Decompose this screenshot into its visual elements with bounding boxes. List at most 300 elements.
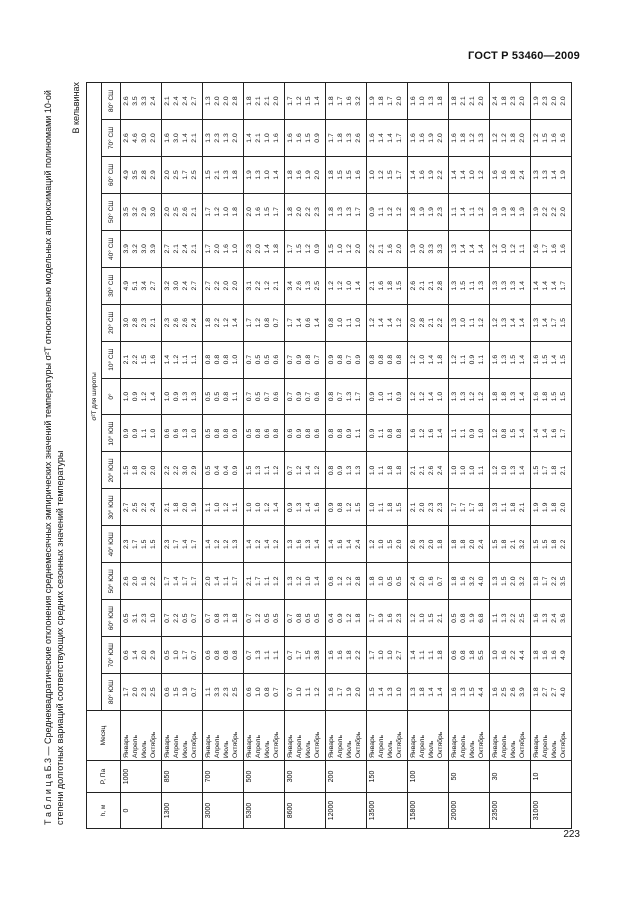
cell-sigma-values [285,230,326,267]
sigma-value: 1.1 [501,502,509,513]
sigma-value: 1.1 [264,576,271,586]
sigma-value: 1.7 [287,96,295,106]
sigma-value: 1.3 [305,281,312,291]
sigma-value: 3.2 [518,576,526,586]
rotated-table-page [42,82,598,829]
sigma-value: 1.8 [231,207,239,217]
sigma-value: 1.0 [190,428,198,439]
sigma-value: 2.9 [149,170,157,180]
sigma-value: 0.7 [313,354,321,365]
sigma-value: 0.9 [296,354,304,365]
sigma-value: 0.6 [246,687,254,697]
sigma-value: 4.0 [559,687,567,697]
sigma-value: 1.0 [255,687,263,697]
sigma-value: 2.3 [436,207,444,217]
sigma-value: 1.2 [419,391,427,402]
cell-sigma-values [326,637,367,674]
sigma-value: 2.3 [542,96,550,106]
cell-sigma-values [408,378,449,415]
sigma-value: 2.1 [428,281,435,291]
cell-sigma-values [121,120,162,157]
sigma-value: 1.9 [410,244,418,254]
cell-height: 15800 [408,793,449,829]
sigma-value: 1.2 [337,576,345,586]
sigma-value: 1.1 [354,428,362,439]
sigma-value: 3.2 [518,539,526,550]
sigma-value: 0.8 [460,613,468,623]
sigma-value: 1.7 [542,576,550,586]
cell-sigma-values [162,526,203,563]
sigma-value: 1.1 [428,650,435,660]
sigma-value: 2.0 [510,576,517,586]
sigma-value: 1.4 [542,281,550,291]
sigma-value: 1.3 [182,428,189,439]
sigma-value: 1.0 [369,502,377,513]
sigma-value: 1.7 [542,465,550,476]
sigma-value: 1.1 [387,391,394,402]
cell-sigma-values [121,267,162,304]
sigma-value: 1.0 [369,465,377,476]
sigma-value: 1.3 [501,281,509,291]
sigma-value: 1.2 [223,539,230,550]
month-label: Июль [305,740,312,758]
sigma-value: 1.7 [460,502,468,513]
sigma-value: 1.2 [255,317,263,328]
sigma-value: 1.4 [451,170,459,180]
sigma-value: 3.3 [436,244,444,254]
sigma-value: 0.9 [469,428,476,439]
sigma-value: 0.5 [313,613,321,623]
sigma-value: 2.3 [164,539,172,550]
sigma-value: 1.2 [337,281,345,291]
sigma-value: 1.8 [231,613,239,623]
sigma-value: 1.8 [132,465,140,476]
cell-sigma-values [449,674,490,711]
sigma-value: 1.5 [205,170,213,180]
sigma-value: 1.2 [378,170,386,180]
cell-height: 3000 [203,793,244,829]
sigma-value: 1.4 [205,539,213,550]
sigma-value: 1.0 [451,465,459,476]
sigma-value: 2.7 [205,281,213,291]
sigma-value: 2.0 [214,96,222,106]
sigma-value: 1.8 [451,539,459,550]
sigma-value: 1.8 [436,354,444,365]
cell-sigma-values [531,341,572,378]
sigma-value: 0.8 [214,650,222,660]
sigma-value: 1.0 [369,170,377,180]
cell-sigma-values [244,156,285,193]
sigma-value: 1.2 [492,465,500,476]
sigma-value: 0.8 [337,354,345,365]
sigma-value: 1.3 [451,281,459,291]
month-label: Июль [428,740,435,758]
sigma-value: 0.9 [328,502,336,513]
sigma-value: 1.3 [255,170,263,180]
sigma-value: 1.1 [182,354,189,365]
sigma-value: 1.4 [378,687,386,697]
cell-sigma-values [490,526,531,563]
sigma-value: 2.0 [141,650,148,660]
table-row [244,83,285,829]
sigma-value: 1.3 [510,391,517,402]
sigma-value: 1.0 [305,576,312,586]
sigma-value: 2.0 [132,687,140,697]
sigma-value: 2.8 [231,96,239,106]
sigma-value: 0.6 [205,650,213,660]
cell-sigma-values [449,637,490,674]
sigma-value: 2.1 [559,465,567,476]
sigma-value: 1.6 [428,576,435,586]
cell-months [490,711,531,761]
sigma-value: 2.0 [313,170,321,180]
sigma-value: 1.4 [378,133,386,143]
sigma-value: 1.4 [313,317,321,328]
sigma-value: 2.6 [123,133,131,143]
sigma-value: 1.3 [492,576,500,586]
sigma-value: 1.0 [469,465,476,476]
sigma-value: 1.6 [296,170,304,180]
sigma-value: 0.5 [255,391,263,402]
cell-sigma-values [162,304,203,341]
sigma-value: 1.7 [542,244,550,254]
sigma-value: 1.1 [231,391,239,402]
sigma-value: 2.0 [182,502,189,513]
sigma-value: 1.7 [369,613,377,623]
sigma-value: 0.8 [305,354,312,365]
sigma-value: 1.1 [141,428,148,439]
sigma-value: 5.5 [477,650,485,660]
sigma-value: 0.6 [164,428,172,439]
sigma-value: 4.4 [518,650,526,660]
month-label: Апрель [337,734,345,758]
cell-months [531,711,572,761]
sigma-value: 2.0 [132,576,140,586]
sigma-value: 1.8 [460,133,468,143]
table-row [121,83,162,829]
sigma-value: 2.2 [436,170,444,180]
sigma-value: 3.3 [141,96,148,106]
sigma-value: 3.0 [173,133,181,143]
sigma-value: 0.6 [164,687,172,697]
sigma-value: 1.4 [510,317,517,328]
sigma-value: 1.2 [387,207,394,217]
sigma-value: 2.3 [313,207,321,217]
sigma-value: 2.2 [542,207,550,217]
cell-sigma-values [285,452,326,489]
cell-height: 23500 [490,793,531,829]
sigma-value: 2.2 [436,317,444,328]
cell-months [408,711,449,761]
sigma-value: 2.8 [419,317,427,328]
cell-sigma-values [203,378,244,415]
sigma-value: 1.7 [559,281,567,291]
cell-sigma-values [162,378,203,415]
sigma-value: 0.7 [346,354,353,365]
cell-sigma-values [490,193,531,230]
sigma-value: 1.7 [246,317,254,328]
sigma-value: 1.2 [469,391,476,402]
sigma-value: 1.3 [410,687,418,697]
month-label: Июль [469,740,476,758]
sigma-value: 1.8 [246,96,254,106]
sigma-value: 1.4 [551,170,558,180]
cell-sigma-values [121,674,162,711]
sigma-value: 1.4 [436,687,444,697]
cell-sigma-values [203,120,244,157]
sigma-value: 0.9 [231,465,239,476]
sigma-value: 1.3 [190,391,198,402]
sigma-value: 1.0 [492,650,500,660]
sigma-value: 2.3 [419,539,427,550]
cell-sigma-values [490,452,531,489]
cell-sigma-values [285,674,326,711]
sigma-value: 1.8 [436,650,444,660]
sigma-value: 1.4 [246,539,254,550]
sigma-value: 1.8 [287,207,295,217]
cell-sigma-values [203,341,244,378]
sigma-value: 2.0 [559,96,567,106]
sigma-value: 0.7 [205,613,213,623]
col-header-latitude: 70° ЮШ [102,637,121,674]
cell-sigma-values [162,415,203,452]
sigma-value: 1.3 [477,133,485,143]
col-header-latitude: 50° ЮШ [102,563,121,600]
sigma-value: 1.8 [436,96,444,106]
month-label: Июль [551,740,558,758]
sigma-value: 1.2 [469,133,476,143]
sigma-value: 2.7 [551,687,558,697]
sigma-value: 0.7 [287,391,295,402]
sigma-value: 1.4 [354,281,362,291]
sigma-value: 1.2 [272,539,280,550]
sigma-value: 3.2 [354,96,362,106]
sigma-value: 1.2 [477,170,485,180]
sigma-value: 1.6 [542,650,550,660]
cell-sigma-values [531,526,572,563]
month-label: Октябрь [477,731,485,758]
sigma-value: 1.6 [296,133,304,143]
sigma-value: 1.4 [173,576,181,586]
month-label: Январь [287,734,295,758]
sigma-value: 1.7 [559,428,567,439]
sigma-value: 2.6 [123,576,131,586]
sigma-value: 1.8 [387,465,394,476]
sigma-value: 0.5 [305,613,312,623]
sigma-value: 1.2 [346,502,353,513]
sigma-value: 1.3 [223,170,230,180]
cell-pressure: 700 [203,761,244,793]
cell-sigma-values [326,563,367,600]
sigma-value: 2.0 [255,244,263,254]
cell-sigma-values [121,489,162,526]
sigma-value: 1.4 [328,539,336,550]
sigma-value: 1.8 [551,465,558,476]
sigma-value: 2.2 [369,244,377,254]
sigma-value: 1.4 [378,317,386,328]
sigma-value: 1.0 [264,133,271,143]
sigma-value: 1.9 [419,207,427,217]
cell-sigma-values [121,526,162,563]
sigma-value: 0.7 [190,613,198,623]
sigma-value: 1.6 [492,170,500,180]
cell-sigma-values [121,304,162,341]
sigma-value: 1.6 [559,244,567,254]
cell-sigma-values [162,563,203,600]
sigma-value: 1.5 [141,539,148,550]
cell-sigma-values [121,156,162,193]
sigma-value: 2.0 [559,207,567,217]
sigma-value: 1.3 [346,465,353,476]
sigma-value: 1.6 [296,539,304,550]
sigma-value: 2.4 [190,317,198,328]
cell-sigma-values [490,489,531,526]
cell-sigma-values [244,230,285,267]
col-header-latitude: 20° СШ [102,304,121,341]
data-table [86,82,572,829]
cell-sigma-values [531,267,572,304]
sigma-value: 1.1 [460,354,468,365]
cell-pressure: 10 [531,761,572,793]
cell-sigma-values [203,230,244,267]
sigma-value: 0.5 [264,613,271,623]
sigma-value: 0.6 [264,428,271,439]
sigma-value: 1.8 [451,96,459,106]
sigma-value: 1.4 [542,428,550,439]
sigma-value: 2.0 [428,539,435,550]
sigma-value: 1.3 [346,207,353,217]
sigma-value: 1.5 [542,133,550,143]
sigma-value: 1.9 [190,502,198,513]
sigma-value: 1.4 [518,391,526,402]
month-label: Апрель [296,734,304,758]
sigma-value: 2.3 [436,502,444,513]
cell-sigma-values [531,83,572,120]
sigma-value: 0.5 [255,354,263,365]
cell-pressure: 1000 [121,761,162,793]
sigma-value: 1.0 [477,428,485,439]
units-note: В кельвинах [71,82,81,134]
sigma-value: 1.3 [533,317,541,328]
sigma-value: 0.6 [272,391,280,402]
sigma-value: 1.6 [378,281,386,291]
sigma-value: 1.2 [395,317,403,328]
cell-sigma-values [121,600,162,637]
sigma-value: 2.6 [173,317,181,328]
sigma-value: 2.1 [428,317,435,328]
sigma-value: 2.0 [149,133,157,143]
sigma-value: 0.9 [346,428,353,439]
cell-sigma-values [326,230,367,267]
sigma-value: 1.2 [533,133,541,143]
cell-sigma-values [531,563,572,600]
sigma-value: 1.1 [346,317,353,328]
sigma-value: 2.0 [419,576,427,586]
sigma-value: 1.0 [387,650,394,660]
col-header-latitude: 10° СШ [102,341,121,378]
cell-sigma-values [203,637,244,674]
cell-sigma-values [162,83,203,120]
sigma-value: 0.9 [123,428,131,439]
cell-sigma-values [203,415,244,452]
sigma-value: 1.5 [510,428,517,439]
cell-sigma-values [121,452,162,489]
col-header-month: Месяц [87,711,121,761]
sigma-value: 1.8 [501,391,509,402]
sigma-value: 3.0 [173,281,181,291]
cell-sigma-values [162,489,203,526]
sigma-value: 1.2 [477,207,485,217]
sigma-value: 1.9 [469,613,476,623]
sigma-value: 1.4 [436,428,444,439]
cell-sigma-values [490,156,531,193]
sigma-value: 1.3 [533,170,541,180]
sigma-value: 1.7 [255,576,263,586]
cell-sigma-values [121,230,162,267]
cell-sigma-values [203,600,244,637]
table-row [490,83,531,829]
sigma-value: 2.1 [164,96,172,106]
cell-sigma-values [490,600,531,637]
sigma-value: 1.1 [378,502,386,513]
cell-sigma-values [490,674,531,711]
sigma-value: 1.3 [542,170,550,180]
sigma-value: 1.5 [149,539,157,550]
cell-pressure: 500 [244,761,285,793]
sigma-value: 1.4 [428,391,435,402]
sigma-value: 0.6 [123,650,131,660]
sigma-value: 1.3 [492,281,500,291]
sigma-value: 1.8 [501,96,509,106]
sigma-value: 1.3 [223,613,230,623]
sigma-value: 0.5 [264,354,271,365]
cell-sigma-values [367,637,408,674]
sigma-value: 3.0 [141,133,148,143]
sigma-value: 1.0 [337,317,345,328]
sigma-value: 0.5 [272,613,280,623]
sigma-value: 1.0 [378,539,386,550]
month-label: Апрель [378,734,386,758]
sigma-value: 1.4 [410,650,418,660]
sigma-value: 1.1 [378,428,386,439]
sigma-value: 0.9 [337,465,345,476]
sigma-value: 3.2 [164,281,172,291]
cell-sigma-values [408,600,449,637]
sigma-value: 0.6 [272,354,280,365]
sigma-value: 1.4 [542,317,550,328]
cell-sigma-values [449,230,490,267]
cell-sigma-values [203,304,244,341]
sigma-value: 0.7 [287,687,295,697]
sigma-value: 1.6 [551,428,558,439]
sigma-value: 1.1 [305,687,312,697]
cell-sigma-values [367,83,408,120]
sigma-value: 2.1 [510,539,517,550]
sigma-value: 2.2 [214,281,222,291]
month-label: Январь [369,734,377,758]
sigma-value: 1.6 [255,207,263,217]
table-row [408,83,449,829]
sigma-value: 1.2 [296,96,304,106]
sigma-value: 2.6 [410,539,418,550]
cell-sigma-values [285,193,326,230]
month-label: Апрель [501,734,509,758]
sigma-value: 1.0 [223,207,230,217]
cell-sigma-values [490,378,531,415]
cell-sigma-values [408,563,449,600]
sigma-value: 0.9 [132,428,140,439]
col-header-latitude: 40° ЮШ [102,526,121,563]
